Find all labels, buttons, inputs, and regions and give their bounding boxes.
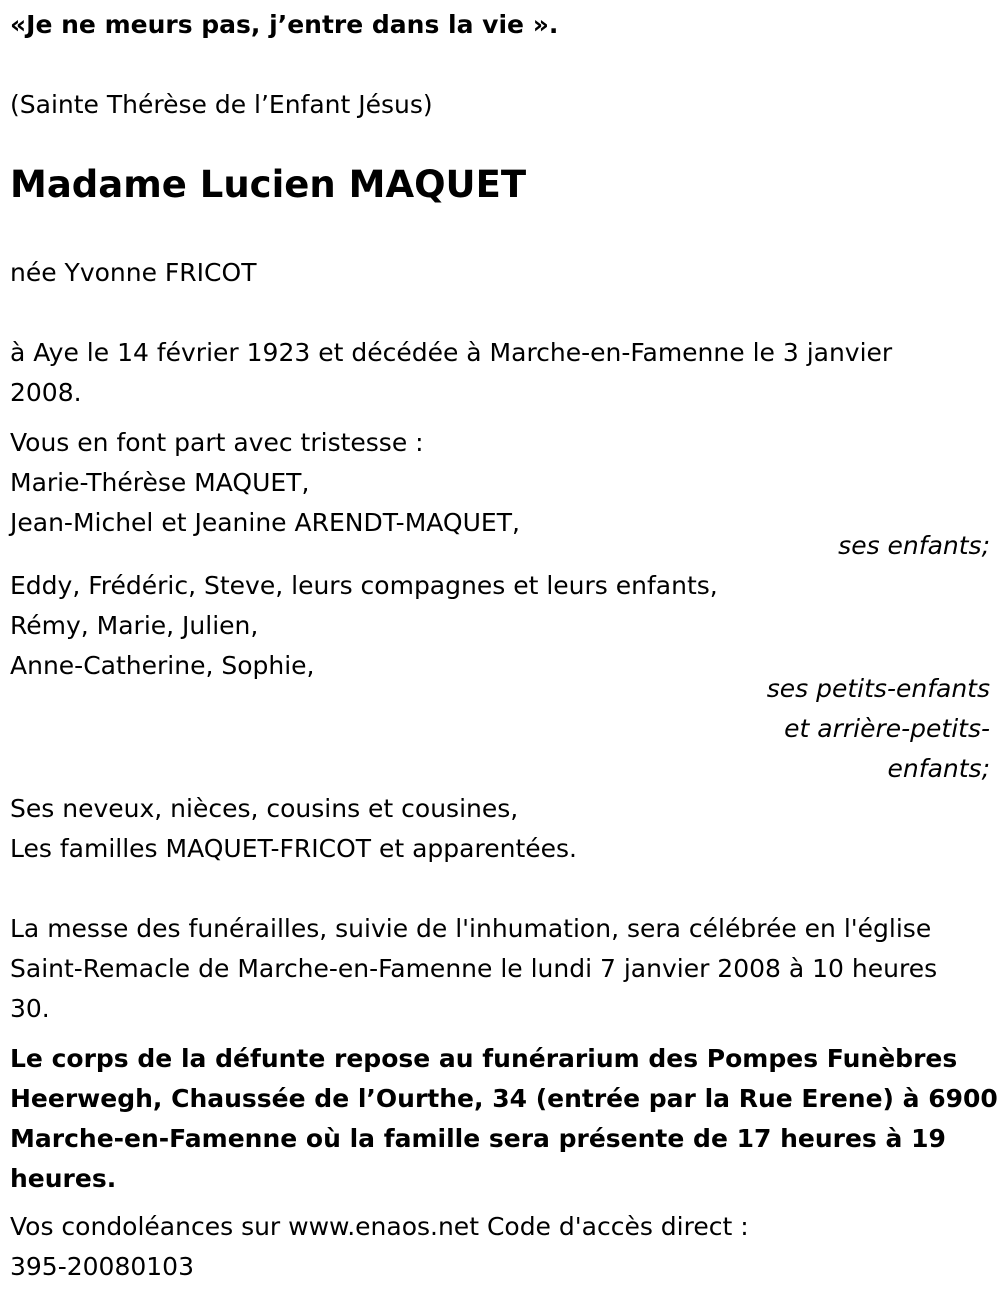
deceased-name: Madame Lucien MAQUET xyxy=(10,163,527,206)
funeral-line-3: 30. xyxy=(10,994,50,1023)
birth-death-line-1: à Aye le 14 février 1923 et décédée à Marche-en-Famenne le 3 janvier xyxy=(10,338,893,367)
grandchildren-1: Eddy, Frédéric, Steve, leurs compagnes et leurs enfants, xyxy=(10,571,718,600)
grandchildren-label-2: et arrière-petits- xyxy=(784,714,990,743)
viewing-line-1: Le corps de la défunte repose au funérarium des Pompes Funèbres xyxy=(10,1044,958,1073)
grandchildren-label-3: enfants; xyxy=(887,754,990,783)
extended-family-2: Les familles MAQUET-FRICOT et apparentées. xyxy=(10,834,577,863)
child-2: Jean-Michel et Jeanine ARENDT-MAQUET, xyxy=(10,508,520,537)
condolences-code: 395-20080103 xyxy=(10,1252,194,1281)
birth-name: née Yvonne FRICOT xyxy=(10,258,257,287)
children-label: ses enfants; xyxy=(838,531,990,560)
condolences-line-1: Vos condoléances sur www.enaos.net Code d'accès direct : xyxy=(10,1212,749,1241)
announcement-intro: Vous en font part avec tristesse : xyxy=(10,428,424,457)
viewing-line-2: Heerwegh, Chaussée de l’Ourthe, 34 (entrée par la Rue Erene) à 6900 xyxy=(10,1084,998,1113)
extended-family-1: Ses neveux, nièces, cousins et cousines, xyxy=(10,794,519,823)
quote-author: (Sainte Thérèse de l’Enfant Jésus) xyxy=(10,90,433,119)
funeral-line-2: Saint-Remacle de Marche-en-Famenne le lundi 7 janvier 2008 à 10 heures xyxy=(10,954,938,983)
quote: «Je ne meurs pas, j’entre dans la vie ». xyxy=(10,10,559,39)
funeral-line-1: La messe des funérailles, suivie de l'inhumation, sera célébrée en l'église xyxy=(10,914,932,943)
grandchildren-3: Anne-Catherine, Sophie, xyxy=(10,651,315,680)
viewing-line-3: Marche-en-Famenne où la famille sera présente de 17 heures à 19 xyxy=(10,1124,946,1153)
child-1: Marie-Thérèse MAQUET, xyxy=(10,468,310,497)
grandchildren-2: Rémy, Marie, Julien, xyxy=(10,611,259,640)
grandchildren-label-1: ses petits-enfants xyxy=(766,674,990,703)
birth-death-line-2: 2008. xyxy=(10,378,82,407)
viewing-line-4: heures. xyxy=(10,1164,117,1193)
